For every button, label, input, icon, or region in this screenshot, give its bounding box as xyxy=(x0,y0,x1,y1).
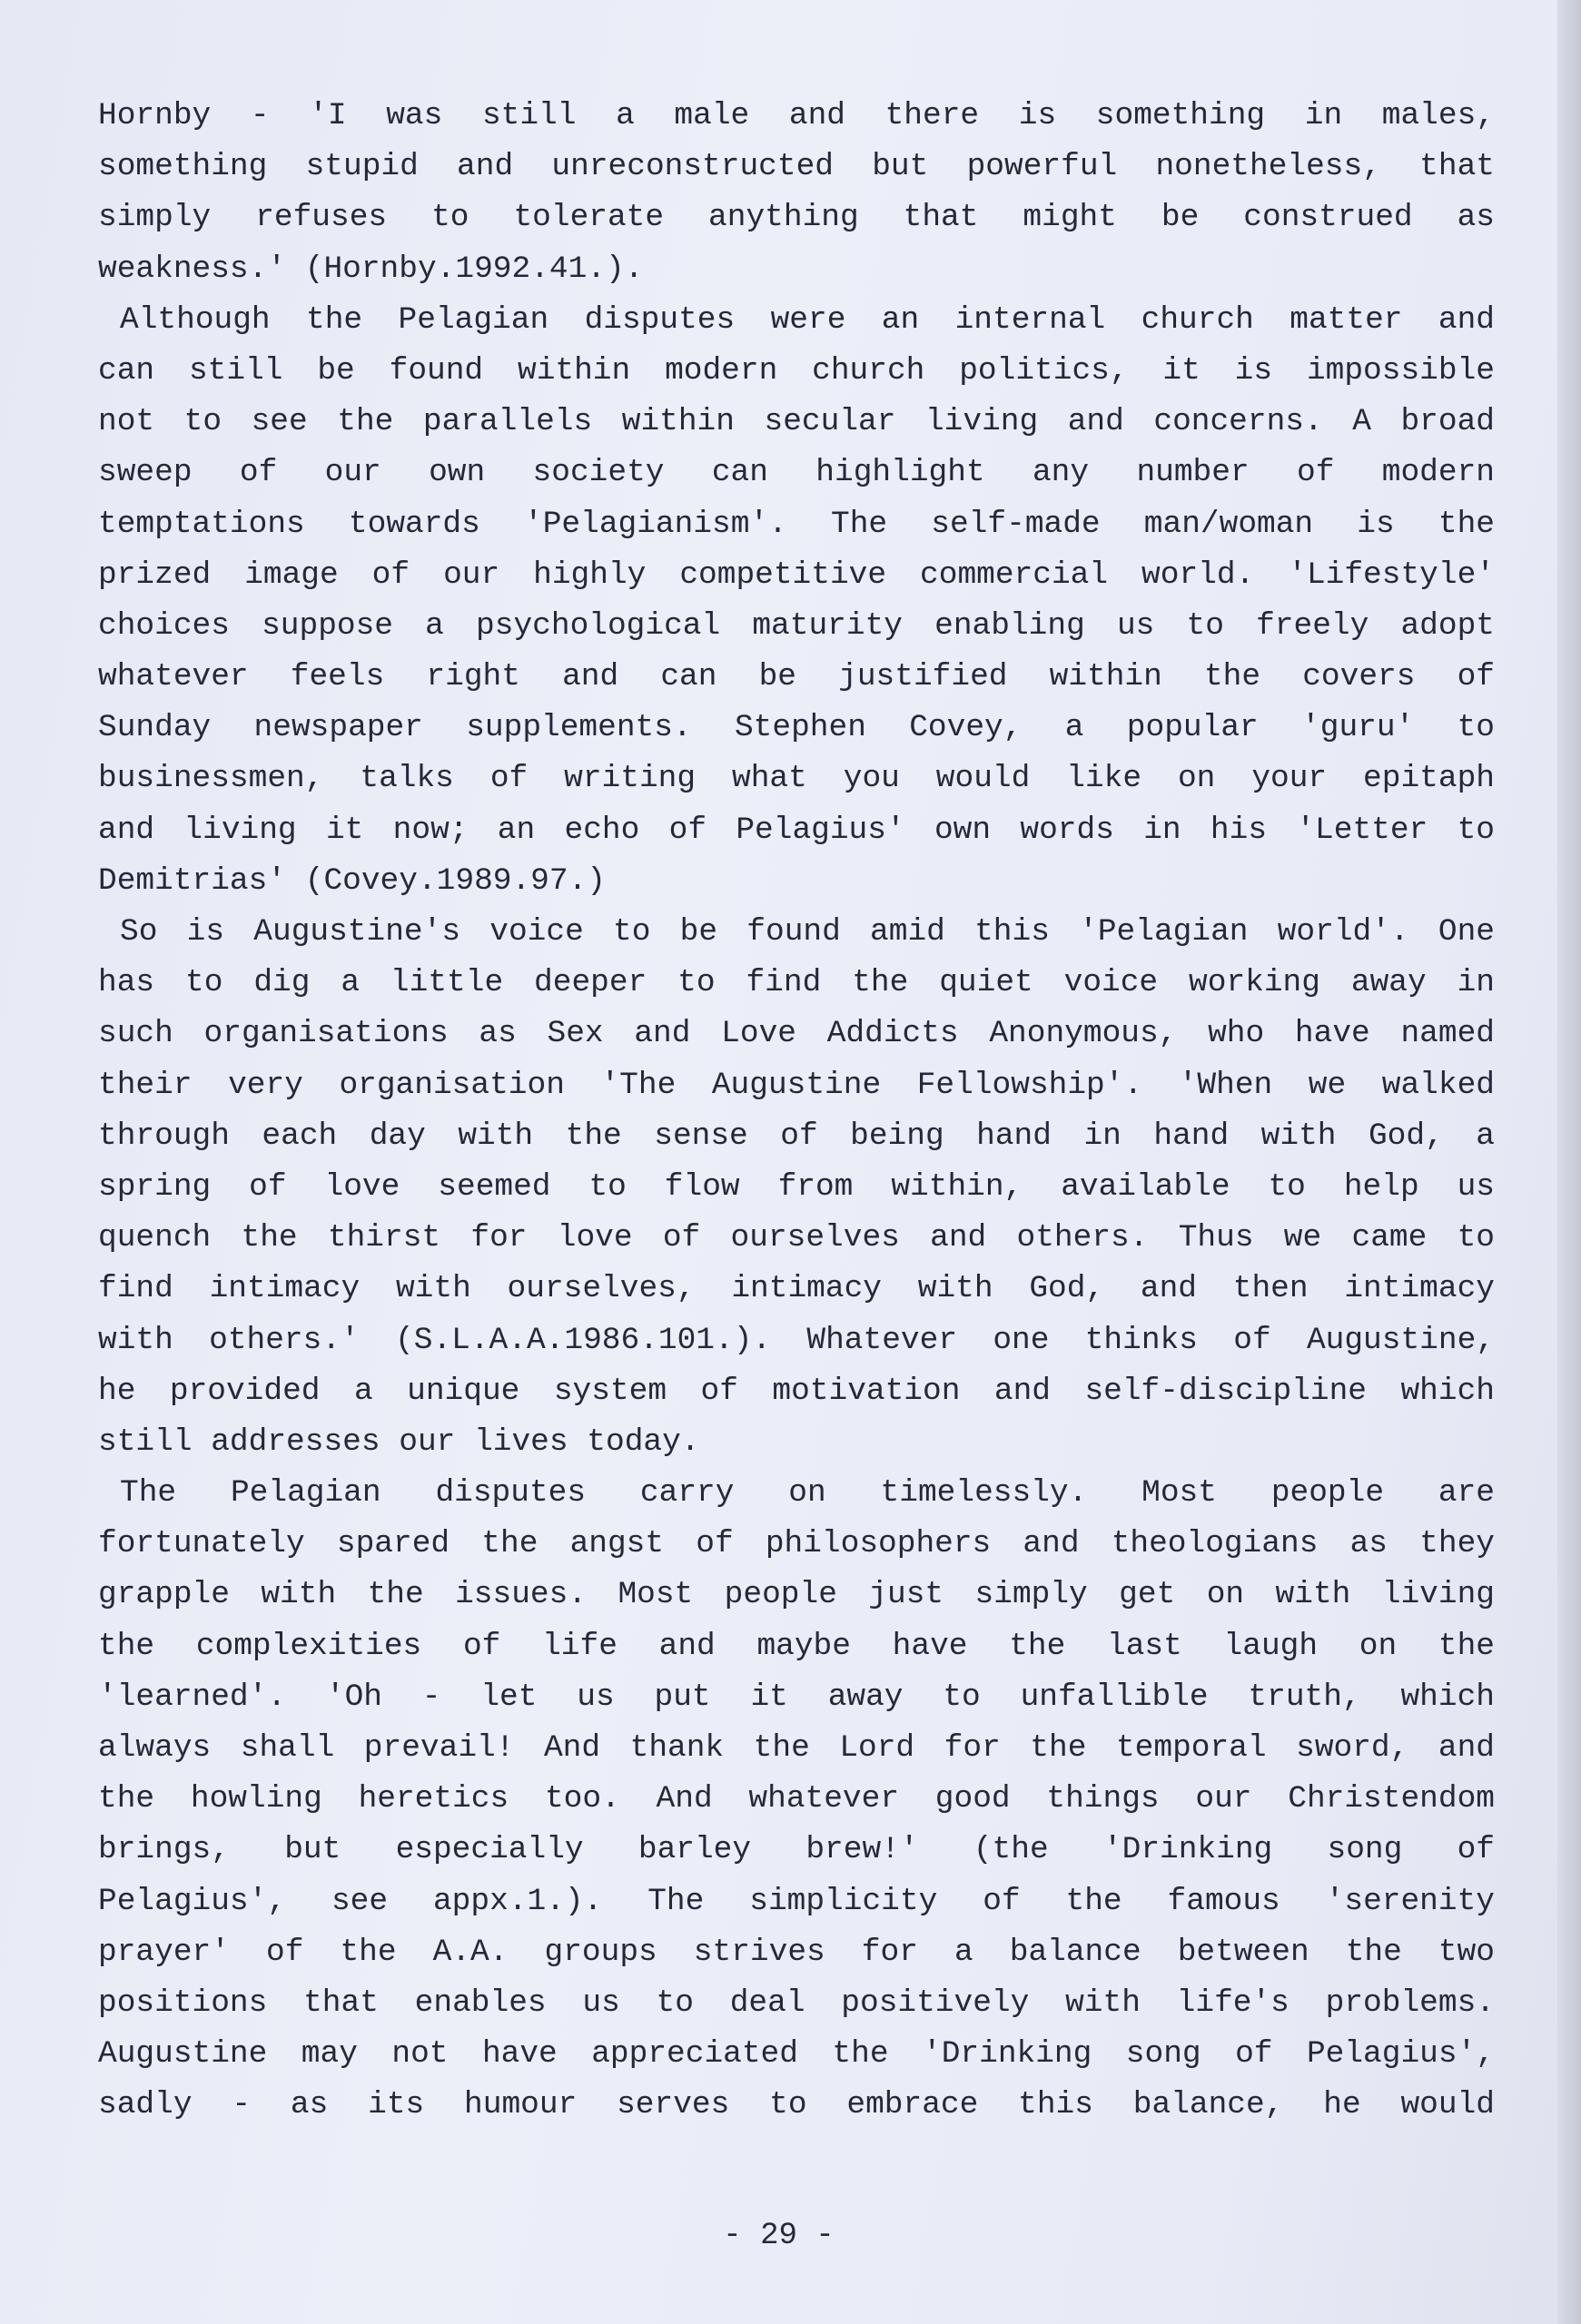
text-line: The Pelagian disputes carry on timelessly. Most people are xyxy=(120,1475,1495,1512)
text-line: Demitrias' (Covey.1989.97.) xyxy=(98,862,606,899)
text-line: find intimacy with ourselves, intimacy with God, and then intimacy xyxy=(98,1271,1495,1307)
text-line: choices suppose a psychological maturity enabling us to freely adopt xyxy=(98,607,1495,644)
text-line: still addresses our lives today. xyxy=(98,1423,700,1460)
text-line: he provided a unique system of motivation and self-discipline which xyxy=(98,1373,1495,1409)
text-line: quench the thirst for love of ourselves and others. Thus we came to xyxy=(98,1220,1495,1256)
text-line: Pelagius', see appx.1.). The simplicity of the famous 'serenity xyxy=(98,1883,1495,1919)
text-line: the howling heretics too. And whatever good things our Christendom xyxy=(98,1781,1495,1817)
text-line: not to see the parallels within secular living and concerns. A broad xyxy=(98,404,1495,440)
text-line: spring of love seemed to flow from within, available to help us xyxy=(98,1168,1495,1205)
text-line: such organisations as Sex and Love Addicts Anonymous, who have named xyxy=(98,1016,1495,1052)
text-line: sadly - as its humour serves to embrace this balance, he would xyxy=(98,2087,1495,2123)
text-line: So is Augustine's voice to be found amid this 'Pelagian world'. One xyxy=(120,914,1495,950)
text-line: the complexities of life and maybe have the last laugh on the xyxy=(98,1628,1495,1664)
text-line: has to dig a little deeper to find the quiet voice working away in xyxy=(98,965,1495,1001)
text-line: Augustine may not have appreciated the 'Drinking song of Pelagius', xyxy=(98,2036,1495,2073)
text-line: with others.' (S.L.A.A.1986.101.). Whatever one thinks of Augustine, xyxy=(98,1322,1495,1358)
text-line: simply refuses to tolerate anything that might be construed as xyxy=(98,200,1495,236)
text-line: businessmen, talks of writing what you would like on your epitaph xyxy=(98,761,1495,797)
text-line: Sunday newspaper supplements. Stephen Covey, a popular 'guru' to xyxy=(98,710,1495,746)
text-line: 'learned'. 'Oh - let us put it away to unfallible truth, which xyxy=(98,1679,1495,1715)
text-line: sweep of our own society can highlight any number of modern xyxy=(98,455,1495,491)
body-text xyxy=(98,91,1495,2132)
text-line: Hornby - 'I was still a male and there is something in males, xyxy=(98,98,1495,133)
text-line: and living it now; an echo of Pelagius' own words in his 'Letter to xyxy=(98,812,1495,848)
text-line: their very organisation 'The Augustine Fellowship'. 'When we walked xyxy=(98,1067,1495,1103)
text-line: prized image of our highly competitive commercial world. 'Lifestyle' xyxy=(98,556,1495,593)
text-line: positions that enables us to deal positively with life's problems. xyxy=(98,1984,1495,2021)
text-line: Although the Pelagian disputes were an internal church matter and xyxy=(120,301,1495,338)
text-line: something stupid and unreconstructed but powerful nonetheless, that xyxy=(98,149,1495,185)
text-line: prayer' of the A.A. groups strives for a balance between the two xyxy=(98,1934,1495,1970)
text-line: fortunately spared the angst of philosophers and theologians as they xyxy=(98,1526,1495,1562)
text-line: grapple with the issues. Most people just simply get on with living xyxy=(98,1577,1495,1613)
text-line: through each day with the sense of being hand in hand with God, a xyxy=(98,1118,1495,1154)
text-line: brings, but especially barley brew!' (the 'Drinking song of xyxy=(98,1832,1495,1868)
page-edge-shadow xyxy=(1557,0,1581,2324)
text-line: whatever feels right and can be justified within the covers of xyxy=(98,659,1495,695)
text-line: weakness.' (Hornby.1992.41.). xyxy=(98,251,644,287)
text-line: always shall prevail! And thank the Lord for the temporal sword, and xyxy=(98,1730,1495,1766)
text-line: can still be found within modern church politics, it is impossible xyxy=(98,352,1495,389)
text-line: temptations towards 'Pelagianism'. The self-made man/woman is the xyxy=(98,506,1495,542)
page-number: - 29 - xyxy=(723,2219,835,2253)
